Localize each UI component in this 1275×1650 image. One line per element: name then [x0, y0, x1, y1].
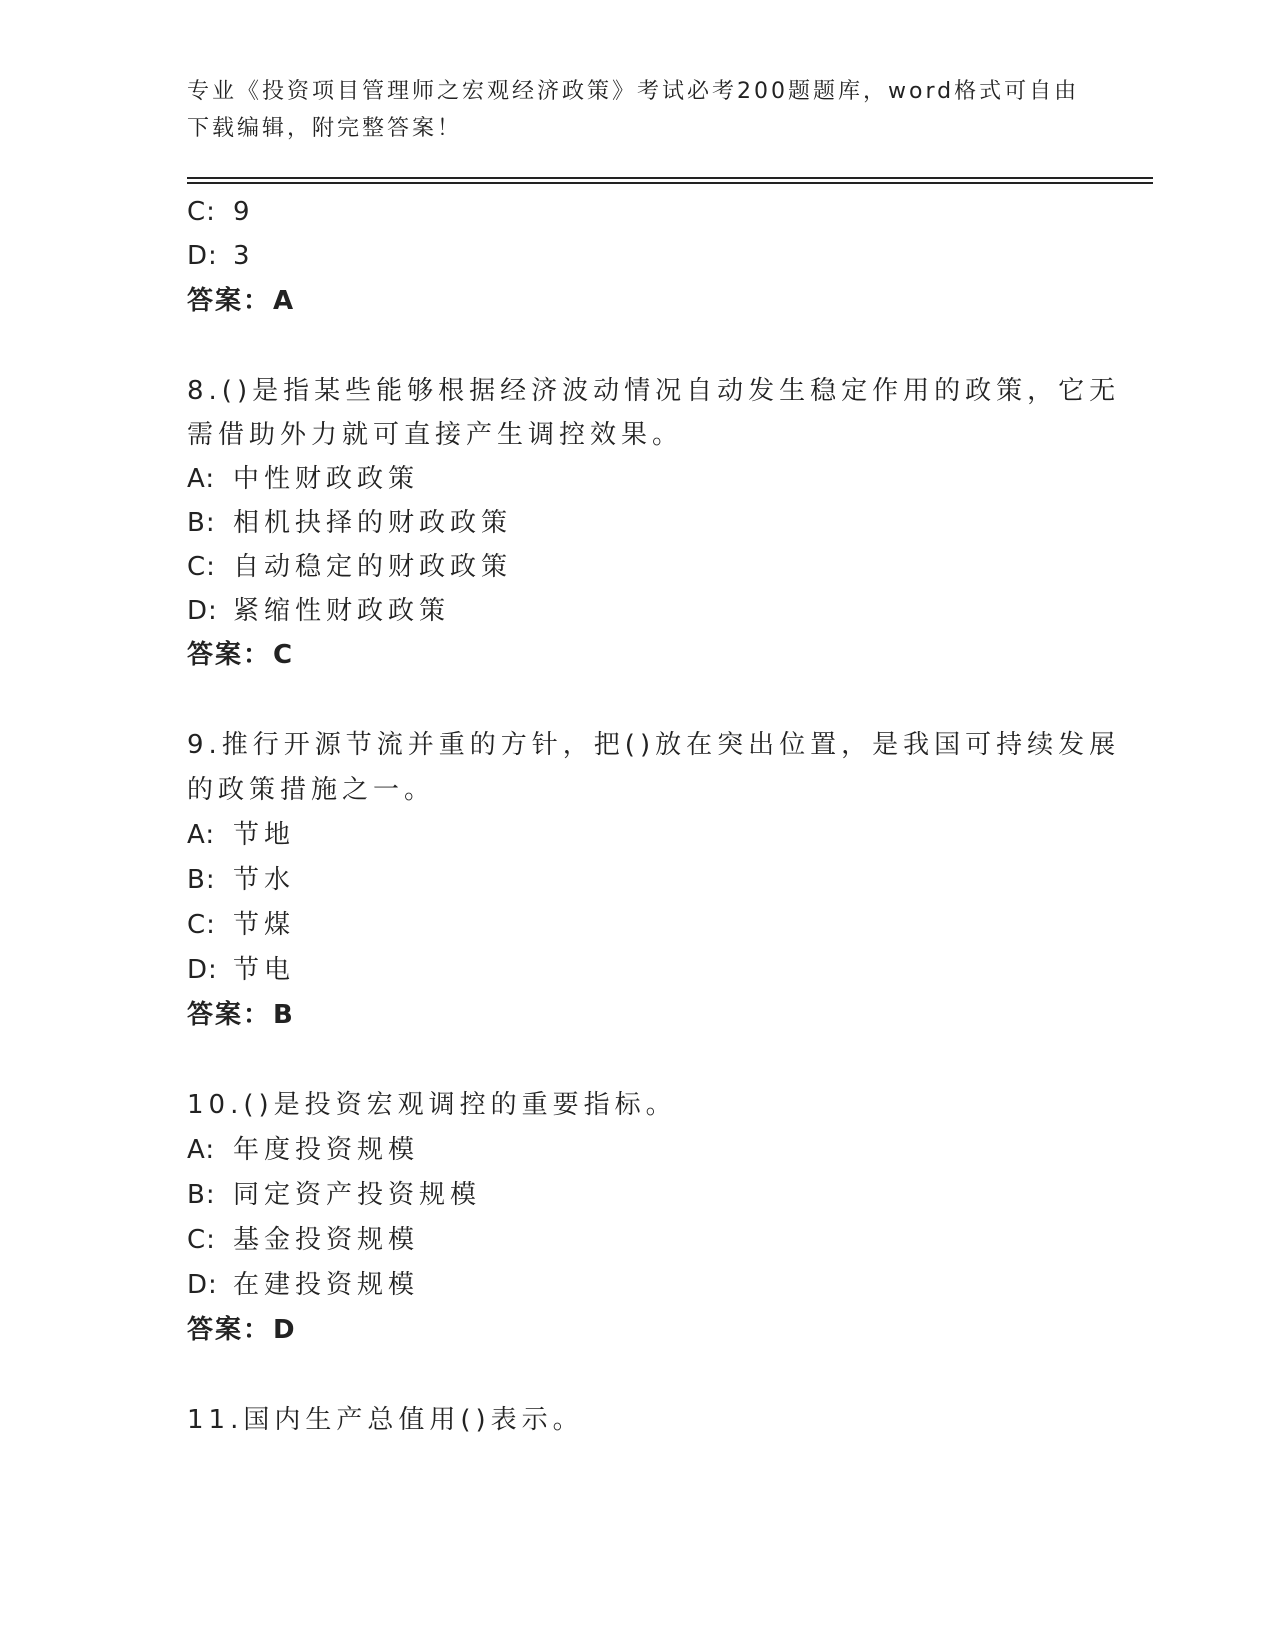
answer-value: D	[273, 1315, 297, 1345]
option-letter: B:	[187, 865, 216, 895]
option-text: 年度投资规模	[233, 1135, 420, 1165]
header-rule-bottom	[187, 182, 1153, 184]
option-text: 在建投资规模	[233, 1270, 420, 1300]
option-letter: A:	[187, 464, 216, 494]
option-letter: D:	[187, 1270, 218, 1300]
option-text: 同定资产投资规模	[233, 1180, 482, 1210]
option-letter: B:	[187, 508, 216, 538]
option-text: 紧缩性财政政策	[233, 596, 451, 626]
q10-option-b	[187, 1180, 481, 1210]
header-line-2: 下载编辑，附完整答案！	[187, 116, 463, 141]
option-text: 节煤	[233, 910, 296, 940]
q8-stem-line-2: 需借助外力就可直接产生调控效果。	[187, 420, 684, 450]
option-letter: D:	[187, 241, 218, 271]
option-text: 节电	[233, 955, 296, 985]
answer-value: B	[273, 1000, 295, 1030]
q10-answer	[187, 1315, 297, 1345]
q10-option-d	[187, 1270, 419, 1300]
option-letter: C:	[187, 197, 216, 227]
option-letter: D:	[187, 596, 218, 626]
q10-option-c	[187, 1225, 419, 1255]
option-text: 9	[233, 197, 255, 227]
option-text: 节水	[233, 865, 296, 895]
q11-stem-line-1: 11.国内生产总值用()表示。	[187, 1405, 584, 1435]
q8-option-a	[187, 464, 419, 494]
header-rule-top	[187, 177, 1153, 179]
q10-stem-line-1: 10.()是投资宏观调控的重要指标。	[187, 1090, 677, 1120]
option-letter: C:	[187, 552, 216, 582]
prev-option-c	[187, 197, 255, 227]
option-letter: C:	[187, 910, 216, 940]
prev-answer	[187, 286, 295, 316]
option-text: 中性财政政策	[233, 464, 420, 494]
q8-answer	[187, 640, 294, 670]
option-letter: B:	[187, 1180, 216, 1210]
q9-option-a	[187, 820, 295, 850]
answer-value: C	[273, 640, 295, 670]
q9-option-d	[187, 955, 295, 985]
option-text: 相机抉择的财政政策	[233, 508, 513, 538]
option-letter: D:	[187, 955, 218, 985]
q9-option-b	[187, 865, 295, 895]
answer-value: A	[273, 286, 296, 316]
option-text: 3	[233, 241, 255, 271]
q9-answer	[187, 1000, 295, 1030]
q8-option-c	[187, 552, 512, 582]
option-letter: A:	[187, 1135, 216, 1165]
option-letter: C:	[187, 1225, 216, 1255]
answer-label: 答案：	[187, 1315, 272, 1345]
option-text: 基金投资规模	[233, 1225, 420, 1255]
document-header	[187, 73, 1087, 147]
option-letter: A:	[187, 820, 216, 850]
option-text: 节地	[233, 820, 296, 850]
q8-option-d	[187, 596, 450, 626]
q9-option-c	[187, 910, 295, 940]
prev-option-d	[187, 241, 255, 271]
q10-option-a	[187, 1135, 419, 1165]
header-line-1: 专业《投资项目管理师之宏观经济政策》考试必考200题题库，word格式可自由	[187, 79, 1080, 104]
q8-stem-line-1: 8.()是指某些能够根据经济波动情况自动发生稳定作用的政策，它无	[187, 376, 1121, 406]
q9-stem-line-1: 9.推行开源节流并重的方针，把()放在突出位置，是我国可持续发展	[187, 730, 1121, 760]
q9-stem-line-2: 的政策措施之一。	[187, 775, 436, 805]
option-text: 自动稳定的财政政策	[233, 552, 513, 582]
answer-label: 答案：	[187, 1000, 272, 1030]
answer-label: 答案：	[187, 640, 272, 670]
answer-label: 答案：	[187, 286, 272, 316]
q8-option-b	[187, 508, 512, 538]
